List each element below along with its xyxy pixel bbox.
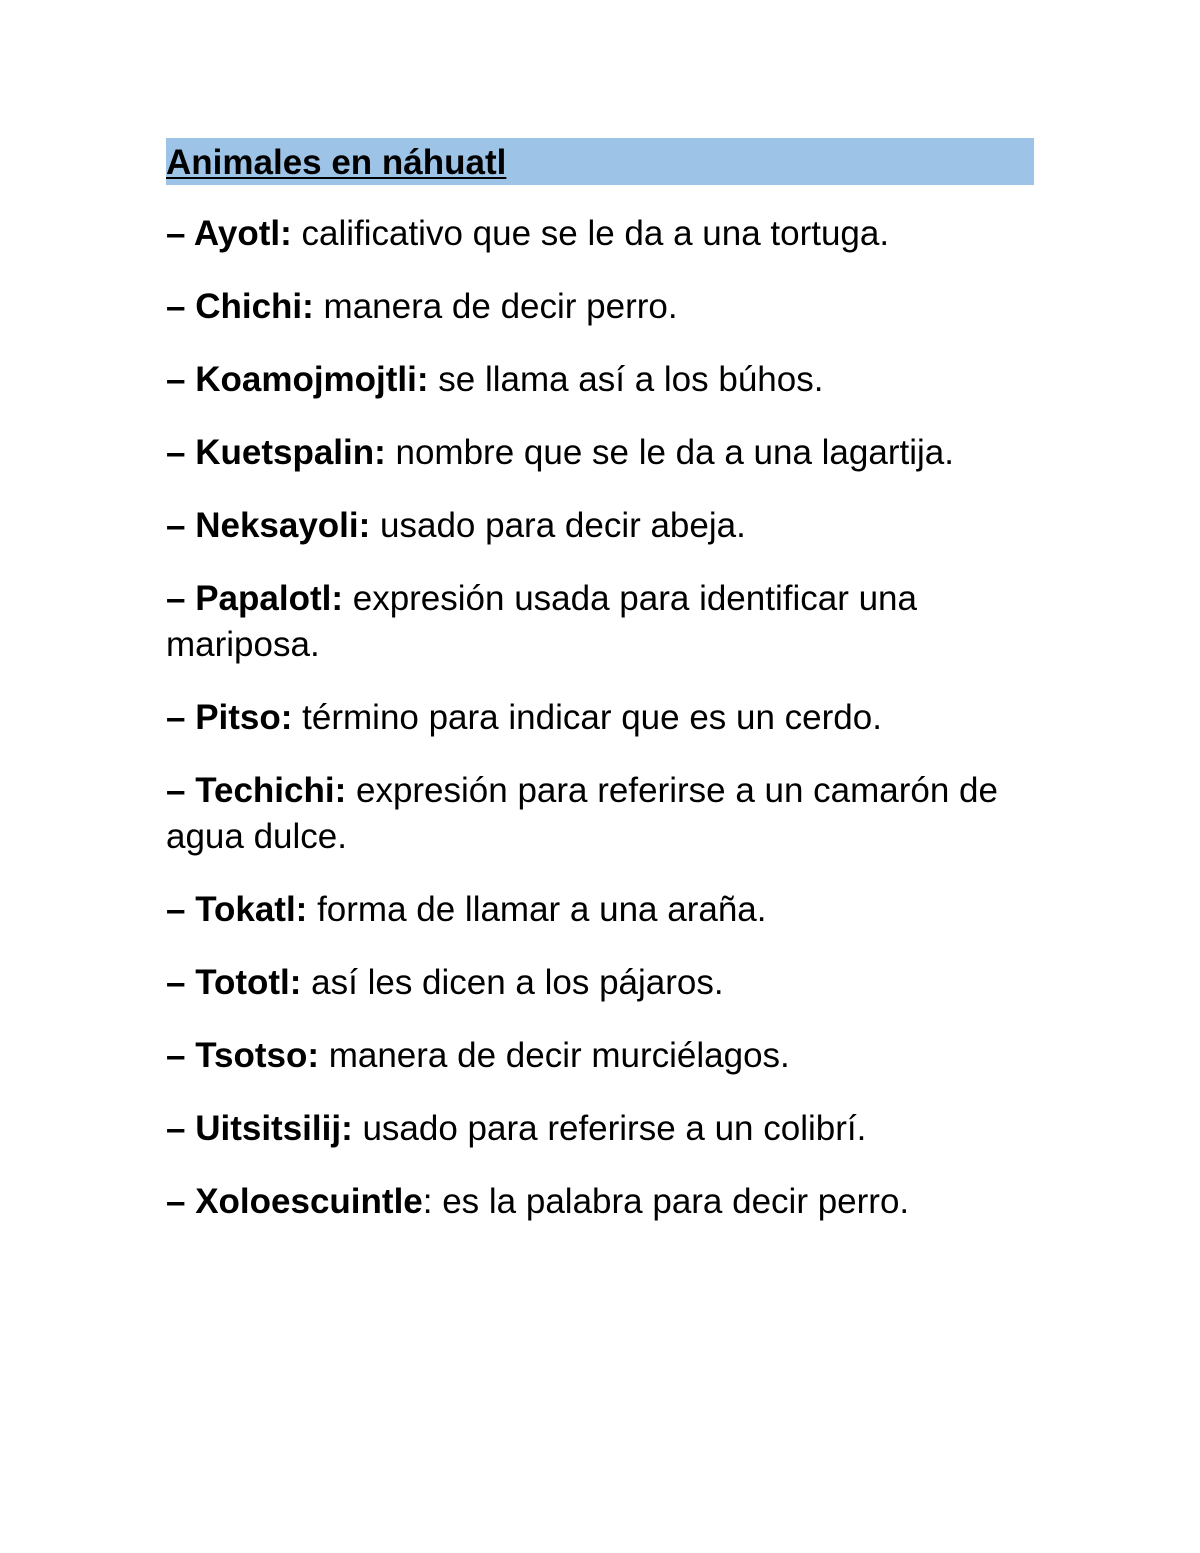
list-item-dash: –	[166, 506, 196, 545]
list-item	[166, 1106, 1034, 1152]
list-item-definition: nombre que se le da a una lagartija.	[385, 433, 954, 472]
list-item	[166, 768, 1034, 860]
list-item-dash: –	[166, 1182, 196, 1221]
document-content	[166, 138, 1034, 1252]
list-item-definition: así les dicen a los pájaros.	[301, 963, 724, 1002]
list-item-term: Tsotso:	[195, 1036, 319, 1075]
list-item	[166, 1179, 1034, 1225]
list-item	[166, 357, 1034, 403]
list-item-term: Ayotl:	[193, 214, 292, 253]
list-item-term: Kuetspalin:	[195, 433, 386, 472]
list-item-definition: manera de decir perro.	[313, 287, 678, 326]
list-item	[166, 211, 1034, 257]
list-item-definition: término para indicar que es un cerdo.	[292, 698, 882, 737]
list-item-dash: –	[166, 360, 196, 399]
list-item-definition: manera de decir murciélagos.	[319, 1036, 790, 1075]
list-item	[166, 695, 1034, 741]
list-item-definition: se llama así a los búhos.	[428, 360, 824, 399]
animal-list	[166, 211, 1034, 1225]
list-item-definition: expresión usada para identificar una mariposa.	[166, 579, 917, 664]
list-item-term: Uitsitsilij:	[195, 1109, 353, 1148]
list-item	[166, 284, 1034, 330]
list-item-dash: –	[166, 287, 196, 326]
list-item-dash: –	[166, 698, 196, 737]
list-item-dash: –	[166, 963, 196, 1002]
list-item-definition: : es la palabra para decir perro.	[422, 1182, 910, 1221]
list-item-definition: expresión para referirse a un camarón de agua dulce.	[166, 771, 998, 856]
list-item-term: Chichi:	[195, 287, 314, 326]
list-item-definition: usado para referirse a un colibrí.	[352, 1109, 867, 1148]
page-title: Animales en náhuatl	[166, 143, 507, 182]
list-item-dash: –	[166, 214, 194, 253]
list-item-term: Koamojmojtli:	[195, 360, 429, 399]
list-item	[166, 430, 1034, 476]
list-item	[166, 887, 1034, 933]
list-item-term: Techichi:	[195, 771, 347, 810]
list-item-term: Tototl:	[195, 963, 302, 1002]
list-item	[166, 960, 1034, 1006]
list-item-dash: –	[166, 579, 196, 618]
list-item-dash: –	[166, 890, 196, 929]
list-item	[166, 503, 1034, 549]
list-item-term: Pitso:	[195, 698, 293, 737]
list-item-definition: usado para decir abeja.	[370, 506, 746, 545]
list-item-definition: calificativo que se le da a una tortuga.	[291, 214, 890, 253]
list-item-term: Tokatl:	[195, 890, 308, 929]
list-item-dash: –	[166, 433, 196, 472]
list-item-term: Papalotl:	[195, 579, 343, 618]
list-item-dash: –	[166, 1109, 196, 1148]
list-item-term: Neksayoli:	[195, 506, 371, 545]
list-item-term: Xoloescuintle	[195, 1182, 423, 1221]
list-item-dash: –	[166, 1036, 196, 1075]
heading-highlight	[166, 138, 1034, 185]
list-item	[166, 1033, 1034, 1079]
list-item	[166, 576, 1034, 668]
list-item-definition: forma de llamar a una araña.	[307, 890, 767, 929]
list-item-dash: –	[166, 771, 196, 810]
